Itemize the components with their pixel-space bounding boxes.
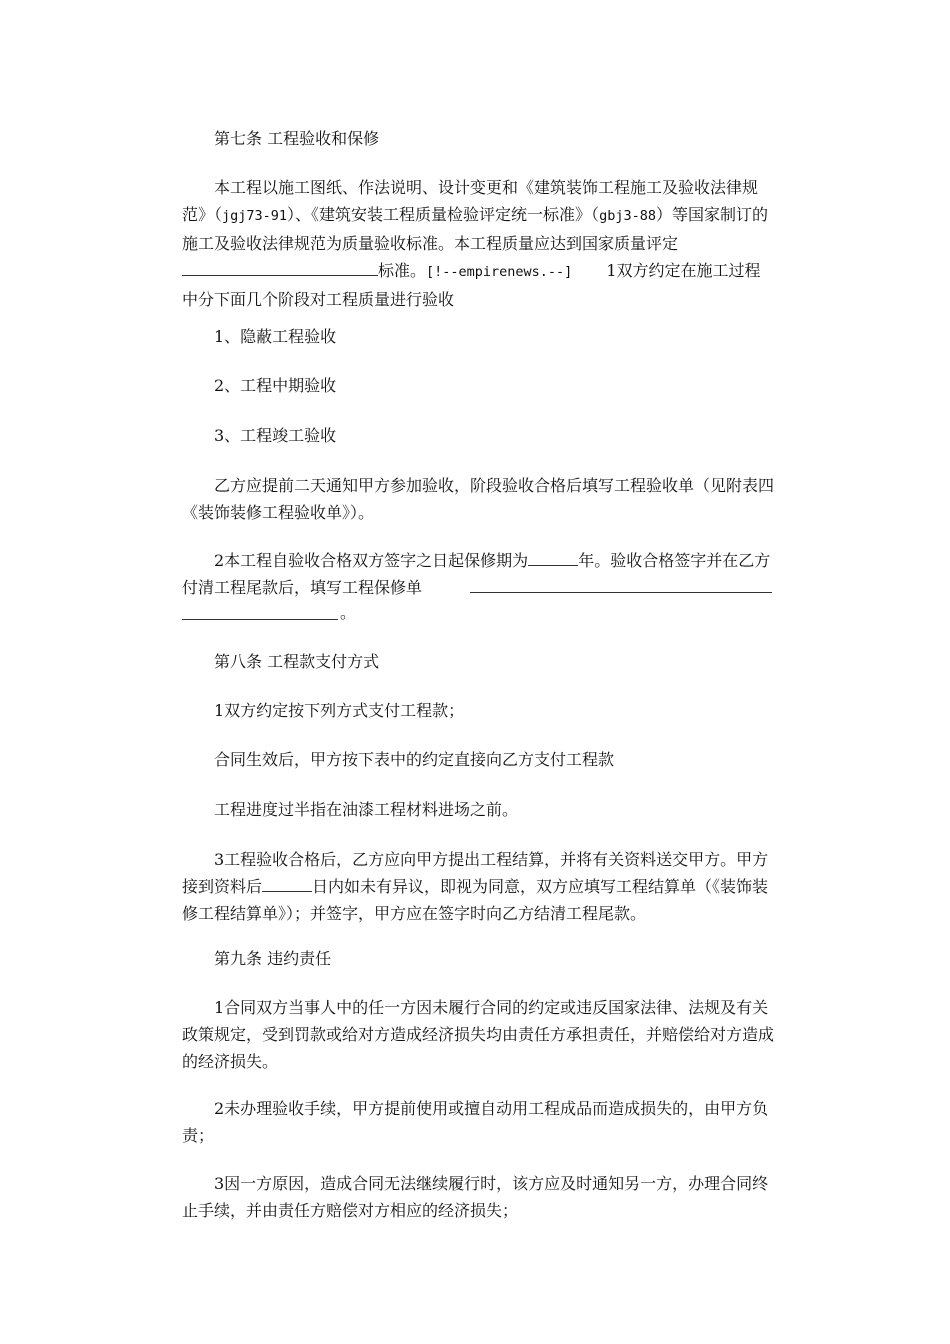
article-9-paragraph-2: 2未办理验收手续，甲方提前使用或擅自动用工程成品而造成损失的，由甲方负责；: [182, 1099, 769, 1145]
article-7-paragraph-1: [182, 174, 774, 313]
text-segment: 日内如未有异议，即视为同意，双方应填写工程结算单（《装饰装修工程结算单》）；并签字，甲方应在签字时向乙方结清工程尾款。: [182, 877, 769, 923]
text-segment: 2本工程自验收合格双方签字之日起保修期为: [214, 551, 529, 570]
text-segment: ）、《建筑安装工程质量检验评定统一标准》（: [287, 205, 600, 224]
text-segment: 标准。: [378, 261, 427, 280]
article-8-paragraph-3: 工程进度过半指在油漆工程材料进场之前。: [214, 800, 519, 819]
stage-item: 3、工程竣工验收: [214, 426, 337, 445]
fill-in-blank: [262, 875, 312, 892]
article-7-heading: 第七条 工程验收和保修: [214, 129, 380, 148]
template-tag: [!--empirenews.--]: [426, 264, 573, 280]
text-segment: 1双方约定在施工过程中分下面几个阶段对工程质量进行验收: [182, 261, 761, 309]
article-8-heading: 第八条 工程款支付方式: [214, 652, 380, 671]
fill-in-blank: [470, 592, 772, 593]
fill-in-blank: [528, 549, 578, 566]
article-8-paragraph-1: 1双方约定按下列方式支付工程款；: [214, 701, 465, 720]
article-9-paragraph-1: 1合同双方当事人中的任一方因未履行合同的约定或违反国家法律、法规及有关政策规定，受到罚款或给对方造成经济损失均由责任方承担责任，并赔偿给对方造成的经济损失。: [182, 998, 775, 1071]
stage-item: 2、工程中期验收: [214, 376, 337, 395]
article-7-paragraph-2: 乙方应提前二天通知甲方参加验收，阶段验收合格后填写工程验收单（见附表四《装饰装修工程验收单》）。: [182, 476, 775, 522]
text-segment: ）等国家制订的施工及验收法律规范为质量验收标准。本工程质量应达到国家质量评定: [182, 205, 768, 253]
article-9-paragraph-3: 3因一方原因，造成合同无法继续履行时，该方应及时通知另一方，办理合同终止手续，并由责任方赔偿对方相应的经济损失；: [182, 1174, 769, 1220]
standard-code: gbj3-88: [599, 208, 656, 224]
article-9-heading: 第九条 违约责任: [214, 949, 332, 968]
standard-code: jgj73-91: [222, 208, 288, 224]
text-segment: 。: [340, 603, 357, 622]
text-segment: 本工程以施工图纸、作法说明、设计变更和《建筑装饰工程施工及验收法律规范》（: [182, 178, 759, 224]
fill-in-blank: [182, 619, 338, 620]
text-segment: 3工程验收合格后，乙方应向甲方提出工程结算，并将有关资料送交甲方。甲方接到资料后: [182, 850, 769, 896]
text-segment: 年。验收合格签字并在乙方付清工程尾款后，填写工程保修单: [182, 551, 771, 597]
stage-item: 1、隐蔽工程验收: [214, 327, 337, 346]
fill-in-blank: [182, 259, 378, 276]
article-8-paragraph-2: 合同生效后，甲方按下表中的约定直接向乙方支付工程款: [214, 750, 615, 769]
article-8-paragraph-4: [182, 846, 774, 927]
